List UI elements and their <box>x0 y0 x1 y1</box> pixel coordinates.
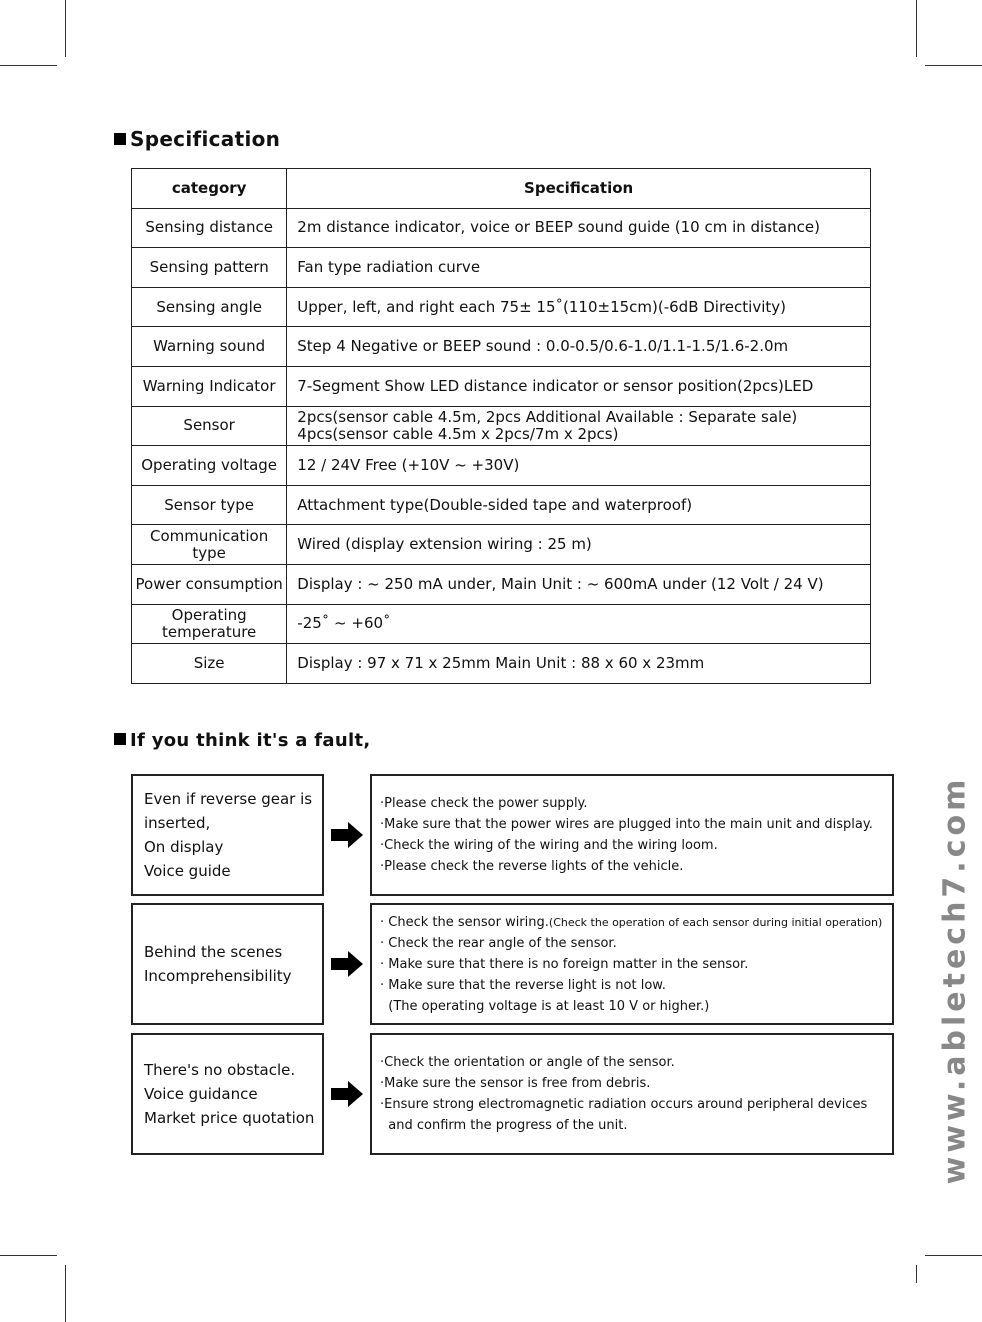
spec-table <box>131 168 871 684</box>
spec-category: Sensor type <box>132 485 287 525</box>
spec-value: Display : 97 x 71 x 25mm Main Unit : 88 x 60 x 23mm <box>297 653 705 672</box>
spec-cell <box>287 287 871 327</box>
table-row <box>132 446 871 486</box>
check-line: (The operating voltage is at least 10 V or higher.) <box>380 998 710 1014</box>
spec-cell <box>287 644 871 684</box>
watermark: www.abletech7.com <box>937 775 973 1185</box>
spec-value: Upper, left, and right each 75± 15˚(110±15cm)(-6dB Directivity) <box>297 297 786 316</box>
arrow-right-icon <box>331 1081 363 1107</box>
table-row <box>132 564 871 604</box>
spec-value: Fan type radiation curve <box>297 257 481 276</box>
spec-value: 4pcs(sensor cable 4.5m x 2pcs/7m x 2pcs) <box>297 424 619 443</box>
arrow-right-icon <box>331 951 363 977</box>
check-text: · Check the sensor wiring. <box>380 914 549 930</box>
check-box <box>370 903 894 1025</box>
spec-category: Sensing pattern <box>132 248 287 288</box>
crop-mark <box>65 0 66 57</box>
spec-category: Sensor <box>132 406 287 446</box>
symptom-line: Market price quotation <box>144 1109 315 1127</box>
table-row <box>132 485 871 525</box>
arrow-right-icon <box>331 822 363 848</box>
spec-category: Warning sound <box>132 327 287 367</box>
spec-category: Warning Indicator <box>132 366 287 406</box>
symptom-line: Behind the scenes <box>144 943 283 961</box>
symptom-line: Incomprehensibility <box>144 967 292 985</box>
check-box <box>370 774 894 896</box>
check-line: ·Check the orientation or angle of the sensor. <box>380 1055 675 1070</box>
crop-mark <box>65 1265 66 1322</box>
check-line: ·Please check the power supply. <box>380 796 588 811</box>
crop-mark <box>916 1265 917 1283</box>
crop-mark <box>0 65 57 66</box>
check-line: · Check the rear angle of the sensor. <box>380 935 617 951</box>
spec-cell <box>287 208 871 248</box>
table-row <box>132 644 871 684</box>
spec-cell <box>287 406 871 446</box>
crop-mark <box>0 1255 57 1256</box>
symptom-line: On display <box>144 838 224 856</box>
header-specification: Specification <box>287 169 871 209</box>
spec-cell <box>287 485 871 525</box>
symptom-box <box>131 903 324 1025</box>
spec-value: Display : ~ 250 mA under, Main Unit : ~ 600mA under (12 Volt / 24 V) <box>297 574 824 593</box>
spec-value: Step 4 Negative or BEEP sound : 0.0-0.5/0.6-1.0/1.1-1.5/1.6-2.0m <box>297 337 789 356</box>
spec-cell <box>287 525 871 565</box>
crop-mark <box>916 0 917 57</box>
check-line: ·Make sure that the power wires are plugged into the main unit and display. <box>380 817 873 832</box>
spec-cell <box>287 366 871 406</box>
check-line: · Make sure that the reverse light is not low. <box>380 977 666 993</box>
spec-category: Operating temperature <box>132 604 287 644</box>
check-box <box>370 1033 894 1155</box>
spec-heading-text: Specification <box>130 127 281 151</box>
table-row <box>132 208 871 248</box>
table-row <box>132 406 871 446</box>
check-line: ·Ensure strong electromagnetic radiation occurs around peripheral devices <box>380 1097 868 1112</box>
table-row <box>132 248 871 288</box>
spec-heading <box>114 127 280 151</box>
check-note: (Check the operation of each sensor during initial operation) <box>548 915 883 929</box>
fault-heading-text: If you think it's a fault, <box>130 730 371 751</box>
table-row <box>132 287 871 327</box>
spec-category: Sensing angle <box>132 287 287 327</box>
symptom-line: There's no obstacle. <box>144 1061 296 1079</box>
spec-cell <box>287 248 871 288</box>
symptom-box <box>131 1033 324 1155</box>
spec-value: 2pcs(sensor cable 4.5m, 2pcs Additional Available : Separate sale) <box>297 407 798 426</box>
check-line: and confirm the progress of the unit. <box>380 1118 628 1133</box>
spec-value: 2m distance indicator, voice or BEEP sound guide (10 cm in distance) <box>297 218 820 237</box>
table-row <box>132 366 871 406</box>
fault-heading <box>114 730 371 751</box>
symptom-box <box>131 774 324 896</box>
spec-value: 7-Segment Show LED distance indicator or sensor position(2pcs)LED <box>297 376 814 395</box>
spec-cell <box>287 604 871 644</box>
table-row <box>132 604 871 644</box>
table-row <box>132 327 871 367</box>
symptom-line: Voice guide <box>144 862 231 880</box>
spec-category: Communication type <box>132 525 287 565</box>
check-line: · Make sure that there is no foreign matter in the sensor. <box>380 956 749 972</box>
check-line: ·Make sure the sensor is free from debris. <box>380 1076 651 1091</box>
symptom-line: Even if reverse gear is <box>144 790 313 808</box>
spec-category: Power consumption <box>132 564 287 604</box>
symptom-line: inserted, <box>144 814 211 832</box>
spec-cell <box>287 564 871 604</box>
spec-cell <box>287 446 871 486</box>
spec-value: -25˚ ~ +60˚ <box>297 614 391 633</box>
spec-value: Wired (display extension wiring : 25 m) <box>297 535 592 554</box>
symptom-line: Voice guidance <box>144 1085 258 1103</box>
header-category: category <box>132 169 287 209</box>
spec-cell <box>287 327 871 367</box>
crop-mark <box>925 1255 982 1256</box>
spec-category: Size <box>132 644 287 684</box>
crop-mark <box>925 65 982 66</box>
check-line <box>380 912 892 933</box>
spec-category: Operating voltage <box>132 446 287 486</box>
table-row <box>132 525 871 565</box>
spec-value: Attachment type(Double-sided tape and waterproof) <box>297 495 693 514</box>
check-line: ·Check the wiring of the wiring and the wiring loom. <box>380 838 718 853</box>
spec-value: 12 / 24V Free (+10V ~ +30V) <box>297 455 520 474</box>
table-header-row <box>132 169 871 209</box>
check-line: ·Please check the reverse lights of the vehicle. <box>380 859 684 874</box>
spec-category: Sensing distance <box>132 208 287 248</box>
